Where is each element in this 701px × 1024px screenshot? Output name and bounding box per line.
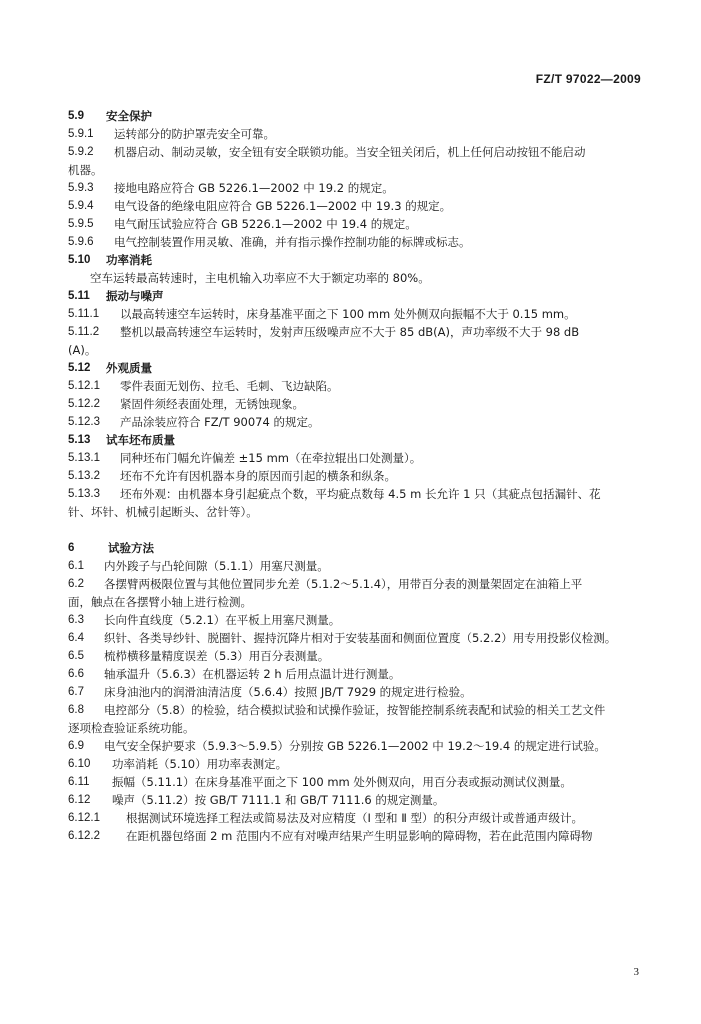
clause-number: 5.9.6: [68, 236, 94, 248]
clause-number: 5.9.5: [68, 218, 94, 230]
clause-5-10: [68, 251, 643, 269]
clause-5-13-3: [68, 485, 643, 503]
clause-text: 以最高转速空车运转时，床身基准平面之下 100 mm 处外侧双向振幅不大于 0.15 mm。: [120, 307, 576, 321]
clause-continuation: [68, 161, 643, 179]
clause-text: 振幅（5.11.1）在床身基准平面之下 100 mm 处外侧双向，用百分表或振动测试仪测量。: [112, 775, 572, 789]
clause-text: 试验方法: [108, 541, 154, 555]
clause-text: 整机以最高转速空车运转时，发射声压级噪声应不大于 85 dB(A)，声功率级不大于 98 dB: [120, 325, 580, 339]
clause-text: 织针、各类导纱针、脱圈针、握持沉降片相对于安装基面和侧面位置度（5.2.2）用专用投影仪检测。: [104, 631, 617, 645]
clause-text: 空车运转最高转速时，主电机输入功率应不大于额定功率的 80%。: [90, 271, 430, 285]
clause-5-9-5: [68, 215, 643, 233]
clause-text: 在距机器包络面 2 m 范围内不应有对噪声结果产生明显影响的障碍物，若在此范围内障碍物: [126, 829, 593, 843]
clause-6-12: [68, 791, 643, 809]
clause-text: 功率消耗（5.10）用功率表测定。: [112, 757, 288, 771]
clause-continuation: [68, 719, 643, 737]
clause-text: 电气耐压试验应符合 GB 5226.1—2002 中 19.4 的规定。: [114, 217, 417, 231]
clause-text: 面，触点在各摆臂小轴上进行检测。: [68, 595, 252, 609]
clause-text: 电气安全保护要求（5.9.3～5.9.5）分别按 GB 5226.1—2002 中 19.2～19.4 的规定进行试验。: [104, 739, 606, 753]
clause-number: 6.3: [68, 614, 84, 626]
clause-5-9-3: [68, 179, 643, 197]
clause-5-13-2: [68, 467, 643, 485]
clause-5-11-2: [68, 323, 643, 341]
clause-text: 同种坯布门幅允许偏差 ±15 mm（在牵拉辊出口处测量）。: [120, 451, 422, 465]
clause-5-12: [68, 359, 643, 377]
clause-number: 5.9.1: [68, 128, 94, 140]
clause-number: 5.13.3: [68, 488, 100, 500]
clause-number: 6.6: [68, 668, 84, 680]
clause-text: 零件表面无划伤、拉毛、毛刺、飞边缺陷。: [120, 379, 339, 393]
clause-text: 长向件直线度（5.2.1）在平板上用塞尺测量。: [104, 613, 341, 627]
clause-5-9-2: [68, 143, 643, 161]
clause-number: 5.13.1: [68, 452, 100, 464]
clause-number: 5.13: [68, 434, 91, 446]
clause-text: 安全保护: [106, 109, 152, 123]
clause-text: 功率消耗: [106, 253, 152, 267]
clause-5-13: [68, 431, 643, 449]
clause-number: 5.12.2: [68, 398, 100, 410]
clause-number: 6: [68, 542, 75, 554]
clause-number: 6.8: [68, 704, 84, 716]
clause-continuation: [68, 341, 643, 359]
clause-6-6: [68, 665, 643, 683]
clause-6-9: [68, 737, 643, 755]
clause-number: 5.9.3: [68, 182, 94, 194]
clause-number: 5.12.3: [68, 416, 100, 428]
page-number: 3: [633, 966, 639, 978]
standard-code-header: FZ/T 97022—2009: [535, 72, 641, 86]
clause-5-12-2: [68, 395, 643, 413]
clause-text: 床身油池内的润滑油清洁度（5.6.4）按照 JB/T 7929 的规定进行检验。: [104, 685, 472, 699]
clause-number: 6.2: [68, 578, 84, 590]
clause-text: 根据测试环境选择工程法或简易法及对应精度（Ⅰ 型和 Ⅱ 型）的积分声级计或普通声级计。: [126, 811, 584, 825]
clause-number: 5.11.1: [68, 308, 100, 320]
clause-number: 5.12.1: [68, 380, 100, 392]
clause-text: 电气设备的绝缘电阻应符合 GB 5226.1—2002 中 19.3 的规定。: [114, 199, 452, 213]
clause-text: 内外踆子与凸轮间隙（5.1.1）用塞尺测量。: [104, 559, 329, 573]
clause-text: 逐项检查验证系统功能。: [68, 721, 195, 735]
clause-6-4: [68, 629, 643, 647]
document-body: [68, 107, 643, 845]
clause-number: 6.10: [68, 758, 91, 770]
clause-number: 5.10: [68, 254, 91, 266]
clause-6-12-2: [68, 827, 643, 845]
clause-text: 轴承温升（5.6.3）在机器运转 2 h 后用点温计进行测量。: [104, 667, 401, 681]
clause-6-8: [68, 701, 643, 719]
clause-number: 5.12: [68, 362, 91, 374]
clause-continuation: [68, 503, 643, 521]
clause-text: 针、坏针、机械引起断头、岔针等）。: [68, 505, 258, 519]
clause-5-9-6: [68, 233, 643, 251]
clause-number: 5.9.4: [68, 200, 94, 212]
clause-number: 6.7: [68, 686, 84, 698]
clause-text: 机器启动、制动灵敏，安全钮有安全联锁功能。当安全钮关闭后，机上任何启动按钮不能启动: [114, 145, 586, 159]
clause-text: 电气控制装置作用灵敏、准确，并有指示操作控制功能的标牌或标志。: [114, 235, 471, 249]
clause-6-2: [68, 575, 643, 593]
clause-number: 5.13.2: [68, 470, 100, 482]
clause-number: 6.12: [68, 794, 91, 806]
clause-6: [68, 539, 643, 557]
clause-5-9-1: [68, 125, 643, 143]
clause-number: 5.11: [68, 290, 90, 302]
clause-5-12-1: [68, 377, 643, 395]
clause-5-11: [68, 287, 643, 305]
clause-number: 6.11: [68, 776, 90, 788]
clause-number: 6.9: [68, 740, 84, 752]
clause-text: 外观质量: [106, 361, 152, 375]
clause-text: 产品涂装应符合 FZ/T 90074 的规定。: [120, 415, 320, 429]
clause-text: (A)。: [68, 343, 97, 357]
clause-continuation: [68, 269, 643, 287]
clause-text: 梳栉横移量精度误差（5.3）用百分表测量。: [104, 649, 330, 663]
clause-text: 振动与噪声: [106, 289, 164, 303]
clause-text: 坯布不允许有因机器本身的原因而引起的横条和纵条。: [120, 469, 396, 483]
clause-number: 6.5: [68, 650, 84, 662]
clause-number: 5.9: [68, 110, 84, 122]
clause-text: 噪声（5.11.2）按 GB/T 7111.1 和 GB/T 7111.6 的规定测量。: [112, 793, 445, 807]
clause-number: 6.1: [68, 560, 84, 572]
clause-6-10: [68, 755, 643, 773]
clause-text: 电控部分（5.8）的检验，结合模拟试验和试操作验证，按智能控制系统表配和试验的相关工艺文件: [104, 703, 606, 717]
clause-number: 5.9.2: [68, 146, 94, 158]
clause-text: 试车坯布质量: [106, 433, 175, 447]
clause-number: 6.12.2: [68, 830, 100, 842]
clause-6-1: [68, 557, 643, 575]
clause-6-5: [68, 647, 643, 665]
clause-5-9: [68, 107, 643, 125]
clause-number: 6.4: [68, 632, 84, 644]
clause-6-7: [68, 683, 643, 701]
clause-number: 6.12.1: [68, 812, 100, 824]
clause-text: 运转部分的防护罩壳安全可靠。: [114, 127, 275, 141]
clause-5-12-3: [68, 413, 643, 431]
clause-text: 接地电路应符合 GB 5226.1—2002 中 19.2 的规定。: [114, 181, 394, 195]
clause-text: 机器。: [68, 163, 103, 177]
clause-6-11: [68, 773, 643, 791]
clause-5-9-4: [68, 197, 643, 215]
clause-5-13-1: [68, 449, 643, 467]
clause-text: 紧固件须经表面处理，无锈蚀现象。: [120, 397, 304, 411]
clause-5-11-1: [68, 305, 643, 323]
clause-6-3: [68, 611, 643, 629]
clause-6-12-1: [68, 809, 643, 827]
clause-continuation: [68, 593, 643, 611]
clause-text: 各摆臂两极限位置与其他位置同步允差（5.1.2～5.1.4），用带百分表的测量架固定在油箱上平: [104, 577, 583, 591]
clause-text: 坯布外观：由机器本身引起疵点个数，平均疵点数每 4.5 m 长允许 1 只（其疵点包括漏针、花: [120, 487, 601, 501]
clause-number: 5.11.2: [68, 326, 100, 338]
